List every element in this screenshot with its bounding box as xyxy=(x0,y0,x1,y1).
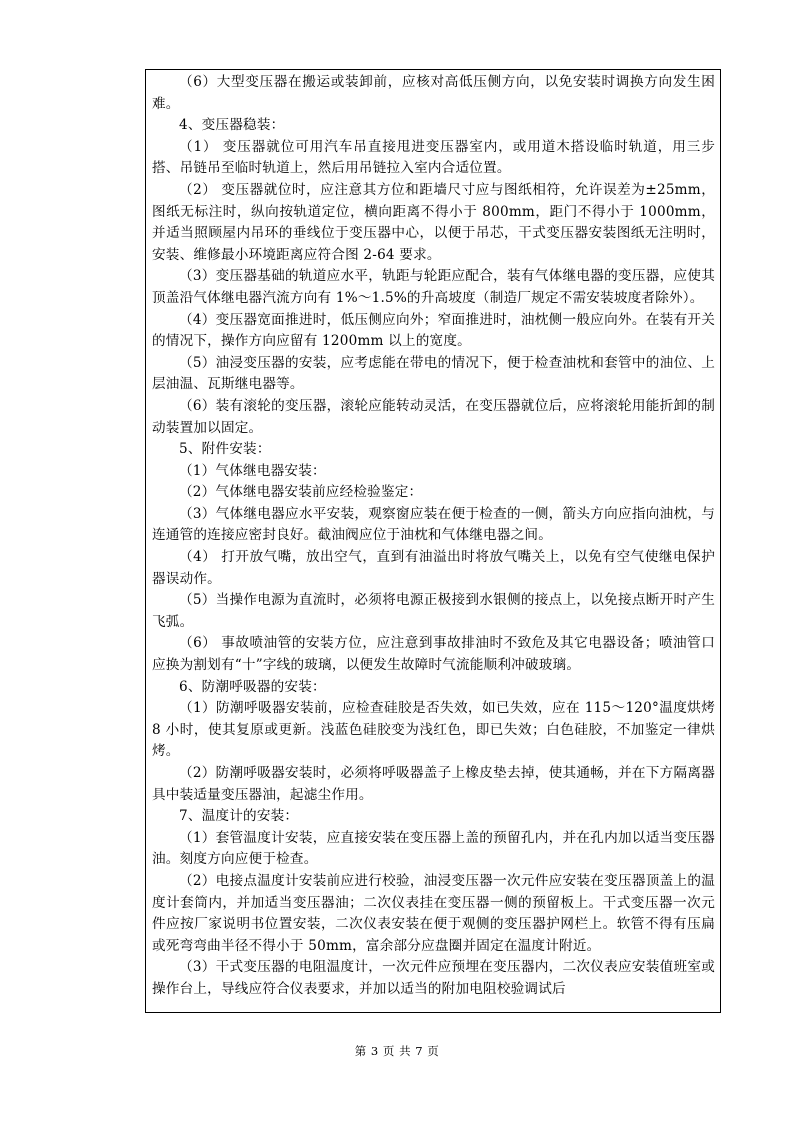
page-footer: 第 3 页 共 7 页 xyxy=(354,1044,440,1058)
paragraph: （3）变压器基础的轨道应水平，轨距与轮距应配合，装有气体继电器的变压器，应使其顶盖沿气体继电器汽流方向有 1%～1.5%的升高坡度（制造厂规定不需安装坡度者除外）。 xyxy=(152,268,715,306)
paragraph: （1）防潮呼吸器安装前，应检查硅胶是否失效，如已失效，应在 115～120°温度烘烤 8 小时，使其复原或更新。浅蓝色硅胶变为浅红色，即已失效；白色硅胶，不加鉴定一律烘烤。 xyxy=(152,700,715,760)
paragraph: （2）防潮呼吸器安装时，必须将呼吸器盖子上橡皮垫去掉，使其通畅，并在下方隔离器具中装适量变压器油，起滤尘作用。 xyxy=(152,765,715,803)
paragraph: （2）气体继电器安装前应经检验鉴定： xyxy=(179,484,423,501)
paragraph: （6） 事故喷油管的安装方位，应注意到事故排油时不致危及其它电器设备；喷油管口应换为割划有“十”字线的玻璃，以便发生故障时气流能顺利冲破玻璃。 xyxy=(152,635,715,674)
section-heading: 7、温度计的安装： xyxy=(179,808,299,825)
document-body xyxy=(152,72,715,1001)
paragraph: （3）气体继电器应水平安装，观察窗应装在便于检查的一侧，箭头方向应指向油枕，与连通管的连接应密封良好。截油阀应位于油枕和气体继电器之间。 xyxy=(152,505,715,544)
paragraph: （6）大型变压器在搬运或装卸前，应核对高低压侧方向，以免安装时调换方向发生困难。 xyxy=(152,74,715,112)
paragraph: （5）当操作电源为直流时，必须将电源正极接到水银侧的接点上，以免接点断开时产生飞弧。 xyxy=(152,592,715,630)
paragraph: （2） 变压器就位时，应注意其方位和距墙尺寸应与图纸相符，允许误差为±25mm，图纸无标注时，纵向按轨道定位，横向距离不得小于 800mm，距门不得小于 1000mm，并适当照顾屋内吊环的垂线位于变压器中心，以便于吊芯，干式变压器安装图纸无注明时，安装、维修最小环境距离应符合图 2-64 要求。 xyxy=(152,181,715,263)
paragraph: （1） 变压器就位可用汽车吊直接甩进变压器室内，或用道木搭设临时轨道，用三步搭、吊链吊至临时轨道上，然后用吊链拉入室内合适位置。 xyxy=(152,138,715,177)
paragraph: （2）电接点温度计安装前应进行校验，油浸变压器一次元件应安装在变压器顶盖上的温度计套筒内，并加适当变压器油；二次仪表挂在变压器一侧的预留板上。干式变压器一次元件应按厂家说明书位置安装，二次仪表安装在便于观侧的变压器护网栏上。软管不得有压扁或死弯弯曲半径不得小于 50mm，富余部分应盘圈并固定在温度计附近。 xyxy=(152,872,715,954)
paragraph: （1）套管温度计安装，应直接安装在变压器上盖的预留孔内，并在孔内加以适当变压器油。刻度方向应便于检查。 xyxy=(152,829,715,868)
paragraph: （4） 打开放气嘴，放出空气，直到有油溢出时将放气嘴关上，以免有空气使继电保护器误动作。 xyxy=(152,549,715,587)
section-heading: 6、防潮呼吸器的安装： xyxy=(179,678,326,695)
paragraph: （4）变压器宽面推进时，低压侧应向外；窄面推进时，油枕侧一般应向外。在装有开关的情况下，操作方向应留有 1200mm 以上的宽度。 xyxy=(152,311,715,350)
paragraph: （1）气体继电器安装： xyxy=(179,462,326,479)
paragraph: （5）油浸变压器的安装，应考虑能在带电的情况下，便于检查油枕和套管中的油位、上层油温、瓦斯继电器等。 xyxy=(152,354,715,393)
paragraph: （3）干式变压器的电阻温度计，一次元件应预埋在变压器内，二次仪表应安装值班室或操作台上，导线应符合仪表要求，并加以适当的附加电阻校验调试后 xyxy=(152,959,715,997)
paragraph: （6）装有滚轮的变压器，滚轮应能转动灵活，在变压器就位后，应将滚轮用能折卸的制动装置加以固定。 xyxy=(152,397,715,436)
document-frame xyxy=(145,69,721,1013)
section-heading: 4、变压器稳装： xyxy=(179,117,285,134)
section-heading: 5、附件安装： xyxy=(179,441,271,458)
